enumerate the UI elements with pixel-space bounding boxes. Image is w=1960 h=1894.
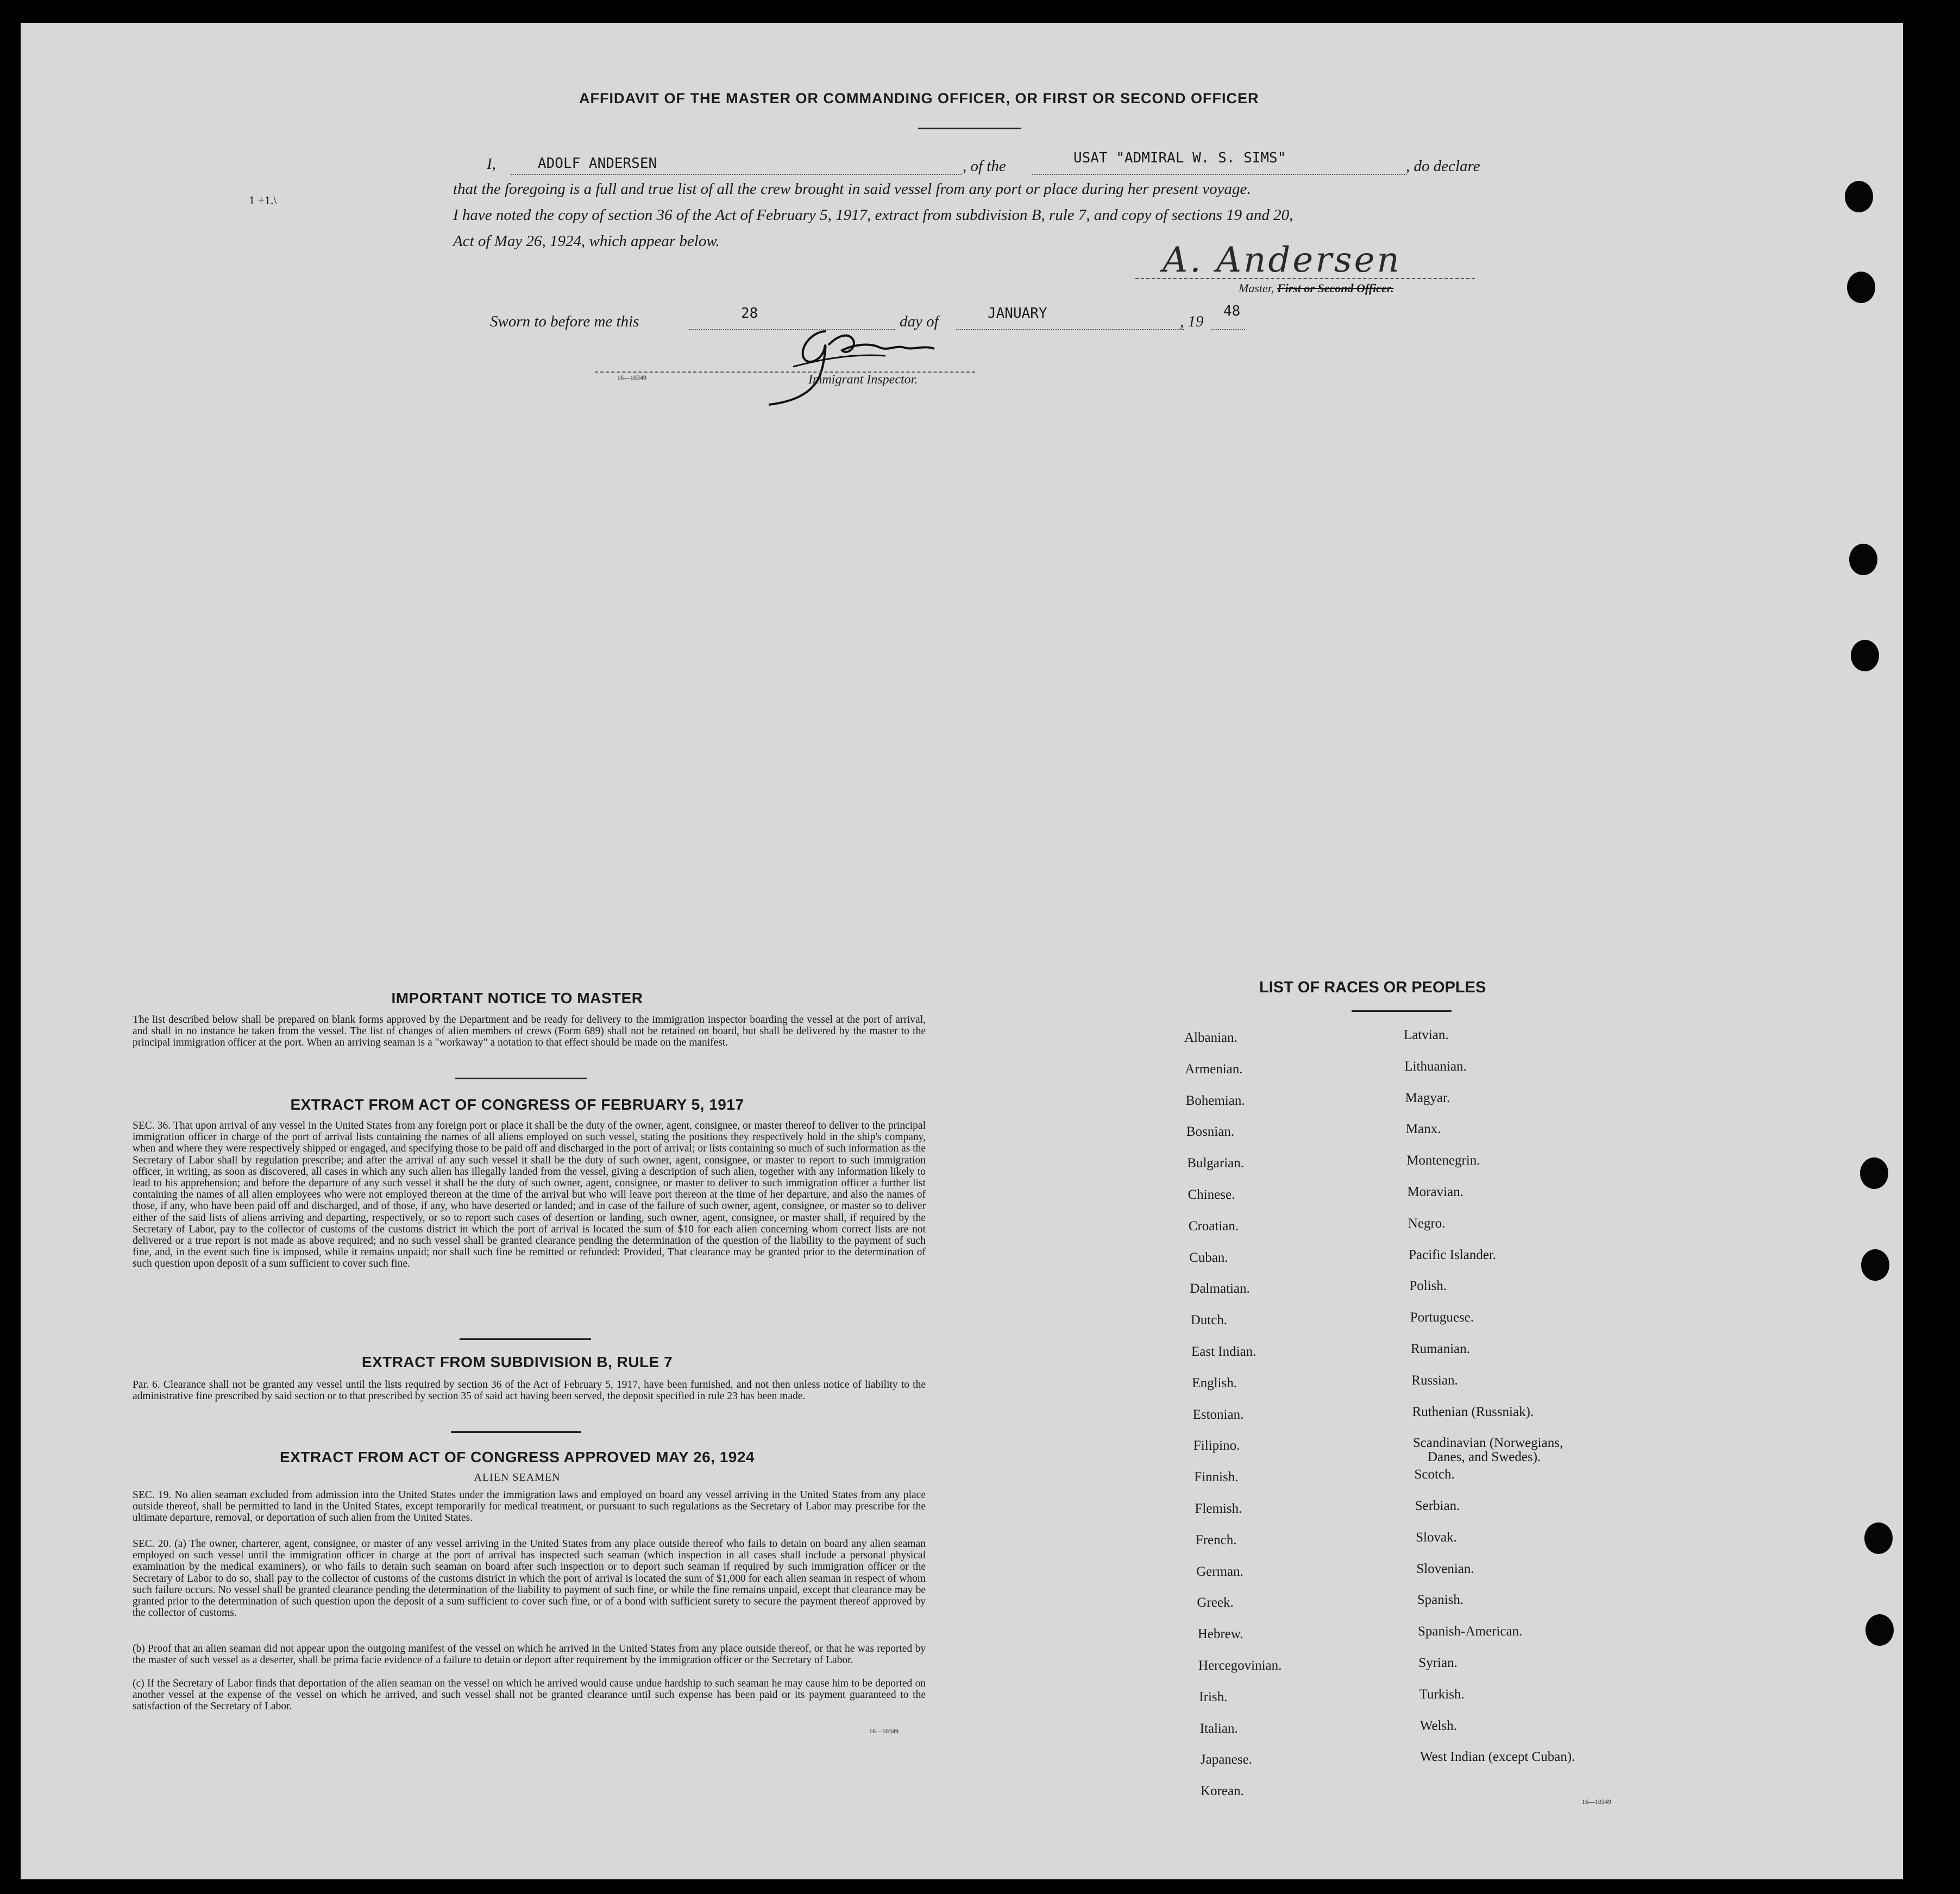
vessel-name-value: USAT "ADMIRAL W. S. SIMS" — [1073, 150, 1286, 166]
extract-form-number: 16—10349 — [869, 1727, 899, 1735]
race-item: Russian. — [1411, 1373, 1458, 1388]
do-declare-label: , do declare — [1406, 158, 1480, 175]
divider — [455, 1078, 587, 1079]
year-prefix: , 19 — [1180, 313, 1204, 330]
punch-hole — [1860, 1157, 1888, 1189]
race-item: Serbian. — [1415, 1499, 1460, 1513]
sworn-year-value: 48 — [1223, 303, 1241, 319]
race-item: Greek. — [1197, 1595, 1234, 1610]
race-item: Chinese. — [1188, 1187, 1235, 1202]
extract-1917-body: SEC. 36. That upon arrival of any vessel in the United States from any foreign port or place it shall be the duty of the owner, agent, consignee, or master thereof to deliver to the principal immigration officer in charge of the port of arrival lists containing the names of all aliens employed on such vessel, stating the positions they respectively hold in the ship's company, when and where they were respectively shipped or engaged, and specifying those to be paid off and discharged in the port of arrival; or lists containing so much of such information as the Secretary of Labor shall by regulation prescribe; and after the arrival of any such vessel it shall be the duty of such owner, agent, consignee, or master to report to such immigration officer, in writing, as soon as discovered, all cases in which any such alien has illegally landed from the vessel, giving a description of such alien, together with any information likely to lead to his apprehension; and before the departure of any such vessel it shall be the duty of such owner, agent, consignee, or master to deliver to such immigration officer a further list containing the names of all alien employees who were not employed thereon at the time of the arrival but who will leave port thereon at the time of her departure, and also the names of those, if any, who have been paid off and discharged, and of those, if any, who have deserted or landed; and in case of the failure of such owner, agent, consignee, or master so to deliver either of the said lists of aliens arriving and departing, respectively, or so to report such cases of desertion or landing, such owner, agent, consignee, or master shall, if required by the Secretary of Labor, pay to the collector of customs of the customs district in which the port of arrival is located the sum of $10 for each alien concerning whom correct lists are not delivered or a true report is not made as above required; and no such vessel shall be granted clearance pending the determination of the question of the liability to the payment of such fine, and, in the event such fine is imposed, while it remains unpaid; nor shall such fine be remitted or refunded: Provided, That clearance may be granted prior to the determination of such question upon deposit of a sum sufficient to cover such fine. — [133, 1120, 926, 1270]
race-item: Magyar. — [1405, 1090, 1450, 1105]
race-item: Filipino. — [1193, 1438, 1240, 1453]
inspector-label: Immigrant Inspector. — [808, 373, 918, 387]
declaration-line-4: Act of May 26, 1924, which appear below. — [453, 232, 720, 250]
punch-hole — [1849, 544, 1877, 575]
notice-title: IMPORTANT NOTICE TO MASTER — [391, 990, 643, 1006]
race-item: Scotch. — [1414, 1467, 1455, 1482]
race-item: Armenian. — [1185, 1061, 1243, 1077]
race-item: Spanish-American. — [1418, 1624, 1523, 1639]
race-item: Syrian. — [1418, 1656, 1458, 1670]
master-title-prefix: Master, — [1239, 281, 1274, 295]
race-item: Turkish. — [1419, 1687, 1465, 1702]
race-item: Hebrew. — [1197, 1627, 1243, 1642]
race-item: Rumanian. — [1411, 1342, 1471, 1356]
section-20c-body: (c) If the Secretary of Labor finds that deportation of the alien seaman on the vessel on which he arrived would cause undue hardship to such seaman he may cause him to be deported on another vessel at the expense of the vessel on which he arrived, and such vessel shall not be granted clearance until such expense has been paid or its payment guaranteed to the satisfaction of the Secretary of Labor. — [133, 1678, 926, 1713]
day-of-label: day of — [900, 313, 939, 330]
extract-rule7-body: Par. 6. Clearance shall not be granted any vessel until the lists required by section 36 of the Act of February 5, 1917, have been furnished, and not then unless notice of liability to the administrative fine prescribed by said section or to that prescribed by section 35 of said act having been served, the deposit specified in rule 23 has been made. — [133, 1379, 926, 1402]
race-item: Slovak. — [1416, 1530, 1457, 1545]
race-item: Bulgarian. — [1187, 1156, 1245, 1171]
month-line — [956, 329, 1184, 330]
extract-1924-title: EXTRACT FROM ACT OF CONGRESS APPROVED MAY 26, 1924 — [280, 1449, 755, 1465]
race-item: Welsh. — [1419, 1718, 1458, 1733]
race-item: Montenegrin. — [1406, 1153, 1480, 1168]
race-item: Korean. — [1201, 1784, 1244, 1799]
race-item: Pacific Islander. — [1409, 1247, 1497, 1262]
punch-hole — [1851, 640, 1879, 671]
races-form-number: 16—10349 — [1582, 1798, 1611, 1805]
divider — [460, 1338, 591, 1340]
race-item: Bosnian. — [1186, 1124, 1235, 1140]
race-item: Negro. — [1408, 1216, 1446, 1231]
race-item: Bohemian. — [1185, 1093, 1245, 1108]
section-20a-body: SEC. 20. (a) The owner, charterer, agent, consignee, or master of any vessel arriving in the United States from any place outside thereof who fails to detain on board any alien seaman employed on such vessel until the immigration officer in charge at the port of arrival has inspected such seaman (which inspection in all cases shall include a personal physical examination by the medical examiners), or who fails to detain such seaman on board after such inspection or to deport such seaman if required by such immigration officer or the Secretary of Labor to do so, shall pay to the collector of customs of the customs district in which the port of arrival is located the sum of $1,000 for each alien seaman in respect of whom such failure occurs. No vessel shall be granted clearance pending the determination of the liability to payment of such fine, or while the fine remains unpaid, except that clearance may be granted prior to the determination of such question upon the deposit of a sum sufficient to cover such fine, or of a bond with sufficient surety to secure the payment thereof approved by the collector of customs. — [133, 1538, 926, 1619]
race-item: Danes, and Swedes). — [1428, 1450, 1541, 1465]
race-item: Latvian. — [1404, 1028, 1449, 1042]
margin-mark: 1 +1.\ — [249, 193, 277, 207]
extract-1917-title: EXTRACT FROM ACT OF CONGRESS OF FEBRUARY 5, 1917 — [290, 1096, 744, 1113]
master-signature: A. Andersen — [1163, 240, 1402, 280]
inspector-signature — [761, 315, 978, 407]
race-item: Spanish. — [1417, 1593, 1464, 1608]
punch-hole — [1847, 272, 1875, 303]
declaration-line-2: that the foregoing is a full and true list of all the crew brought in said vessel from any port or place during her present voyage. — [453, 180, 1251, 198]
race-item: Moravian. — [1407, 1185, 1463, 1199]
declaration-line-3: I have noted the copy of section 36 of the Act of February 5, 1917, extract from subdivision B, rule 7, and copy of sections 19 and 20, — [453, 206, 1293, 224]
extract-rule7-title: EXTRACT FROM SUBDIVISION B, RULE 7 — [361, 1354, 673, 1370]
race-item: German. — [1196, 1564, 1243, 1579]
race-item: West Indian (except Cuban). — [1420, 1750, 1575, 1765]
sworn-label: Sworn to before me this — [490, 313, 639, 330]
race-item: East Indian. — [1191, 1344, 1257, 1359]
notice-body: The list described below shall be prepared on blank forms approved by the Department and be ready for delivery to the immigration inspector boarding the vessel at the port of arrival, and shall in no instance be taken from the vessel. The list of changes of alien members of crews (Form 689) shall not be retained on board, but shall be delivered by the master to the principal immigration officer at the port. When an arriving seaman is a "workaway" a notation to that effect should be made on the manifest. — [133, 1014, 926, 1049]
signature-line — [1135, 278, 1475, 279]
race-item: Slovenian. — [1416, 1561, 1474, 1576]
races-title: LIST OF RACES OR PEOPLES — [1259, 979, 1486, 996]
race-item: Finnish. — [1194, 1470, 1239, 1485]
inspector-line — [595, 372, 975, 373]
race-item: Dutch. — [1190, 1313, 1228, 1328]
punch-hole — [1864, 1522, 1893, 1554]
name-line — [511, 174, 962, 175]
divider — [451, 1431, 581, 1433]
race-item: Polish. — [1409, 1279, 1447, 1294]
sworn-day-value: 28 — [741, 305, 758, 322]
master-title-label — [1239, 281, 1394, 295]
race-item: Estonian. — [1192, 1407, 1244, 1422]
race-item: Irish. — [1199, 1689, 1228, 1704]
race-item: Albanian. — [1184, 1030, 1237, 1045]
struck-officer-title: First or Second Officer. — [1277, 281, 1394, 295]
divider — [1352, 1010, 1452, 1012]
race-item: Croatian. — [1188, 1218, 1239, 1234]
punch-hole — [1845, 181, 1873, 212]
year-line — [1211, 329, 1245, 330]
race-item: Manx. — [1405, 1122, 1441, 1137]
race-item: Portuguese. — [1410, 1310, 1474, 1325]
of-the-label: , of the — [963, 158, 1006, 175]
race-item: Japanese. — [1200, 1752, 1252, 1767]
race-item: English. — [1192, 1375, 1237, 1390]
i-label: I, — [487, 155, 496, 173]
race-item: Cuban. — [1189, 1250, 1228, 1265]
affidavit-title: AFFIDAVIT OF THE MASTER OR COMMANDING OFFICER, OR FIRST OR SECOND OFFICER — [579, 90, 1259, 106]
divider — [918, 128, 1021, 129]
race-item: Hercegovinian. — [1198, 1658, 1282, 1673]
race-item: Dalmatian. — [1190, 1281, 1250, 1297]
race-item: French. — [1195, 1532, 1237, 1547]
punch-hole — [1861, 1249, 1889, 1281]
vessel-line — [1032, 174, 1407, 175]
race-item: Scandinavian (Norwegians, — [1412, 1436, 1563, 1451]
section-19-body: SEC. 19. No alien seaman excluded from admission into the United States under the immigration laws and employed on board any vessel arriving in the United States from any place outside thereof, shall be permitted to land in the United States, except temporarily for medical treatment, or pursuant to such regulations as the Secretary of Labor may prescribe for the ultimate departure, removal, or deportation of such alien from the United States. — [133, 1489, 926, 1524]
race-item: Lithuanian. — [1404, 1059, 1467, 1074]
form-number-small: 16—10349 — [617, 374, 646, 381]
race-item: Italian. — [1199, 1721, 1238, 1736]
race-item: Flemish. — [1195, 1501, 1242, 1516]
master-name-value: ADOLF ANDERSEN — [538, 155, 657, 172]
alien-seamen-subtitle: ALIEN SEAMEN — [474, 1471, 561, 1483]
race-item: Ruthenian (Russniak). — [1412, 1404, 1534, 1419]
section-20b-body: (b) Proof that an alien seaman did not appear upon the outgoing manifest of the vessel on which he arrived in the United States from any place outside thereof, or that he was reported by the master of such vessel as a deserter, shall be prima facie evidence of a failure to detain or deport after requirement by the immigration officer or the Secretary of Labor. — [133, 1643, 926, 1666]
punch-hole — [1865, 1614, 1894, 1646]
sworn-month-value: JANUARY — [988, 305, 1047, 322]
